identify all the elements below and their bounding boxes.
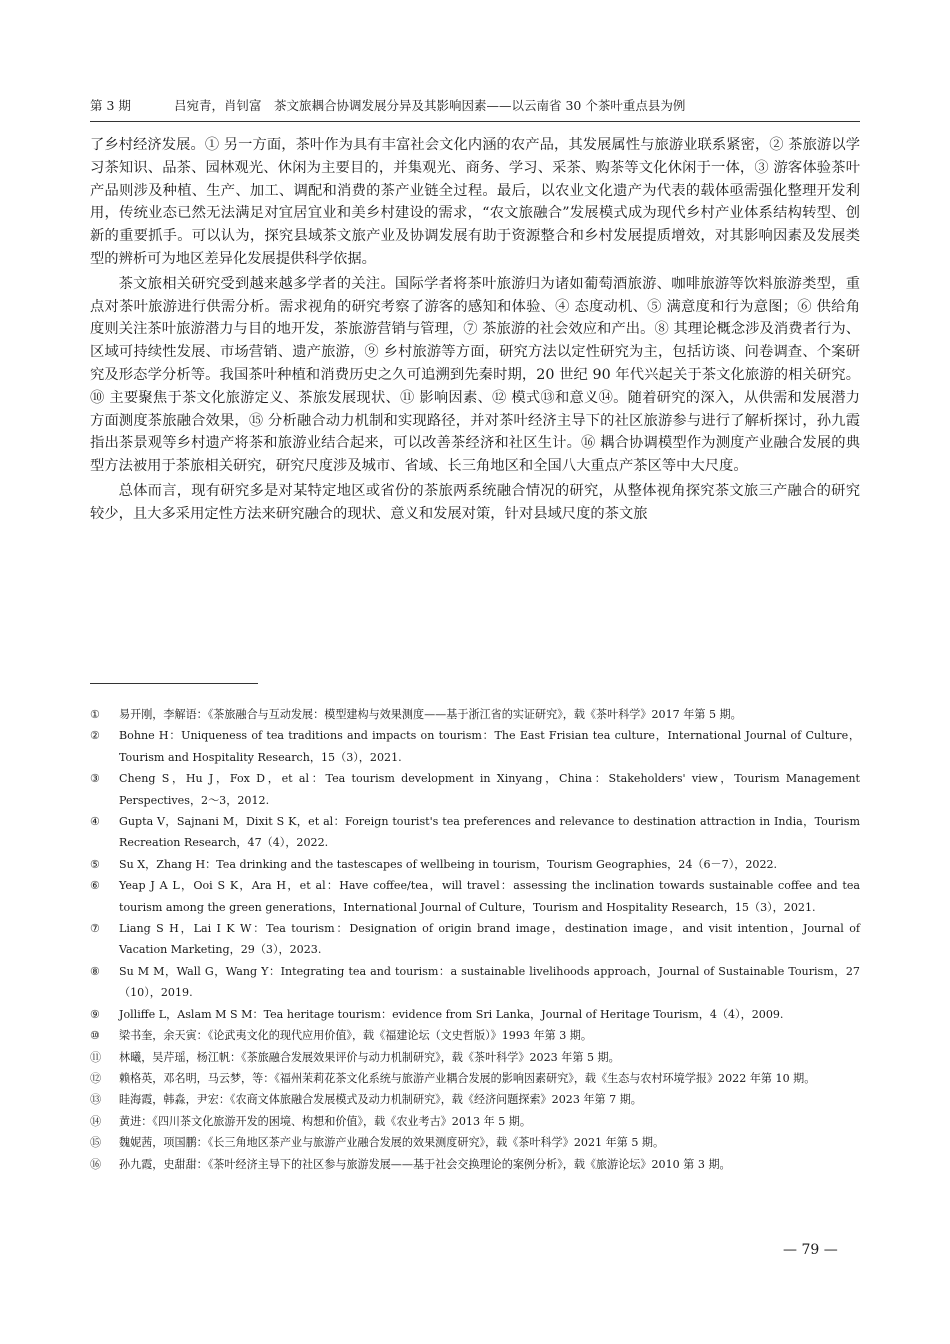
footnotes bbox=[90, 704, 860, 1175]
footnote-mark: ⑨ bbox=[90, 1007, 100, 1021]
running-header bbox=[90, 96, 860, 114]
footnote-15 bbox=[90, 1132, 860, 1153]
page-number: — 79 — bbox=[783, 1242, 838, 1258]
paragraph-continued: 了乡村经济发展。① 另一方面，茶叶作为具有丰富社会文化内涵的农产品，其发展属性与旅游业联系紧密，② 茶旅游以学习茶知识、品茶、园林观光、休闲为主要目的，并集观光、商务、学习、采茶、购茶等文化休闲于一体，③ 游客体验茶叶产品则涉及种植、生产、加工、调配和消费的茶产业链全过程。最后，以农业文化遗产为代表的载体亟需强化整理开发利用，传统业态已然无法满足对宜居宜业和美乡村建设的需求，“农文旅融合”发展模式成为现代乡村产业体系结构转型、创新的重要抓手。可以认为，探究县域茶文旅产业及协调发展有助于资源整合和乡村发展提质增效，对其影响因素及发展类型的辨析可为地区差异化发展提供科学依据。 bbox=[90, 137, 860, 267]
footnote-12 bbox=[90, 1068, 860, 1089]
footnote-text: Jolliffe L，Aslam M S M：Tea heritage tourism：evidence from Sri Lanka，Journal of Heritage Tourism，4（4），2009. bbox=[119, 1007, 784, 1021]
footnote-text: 林曦，吴芹瑶，杨江帆：《茶旅融合发展效果评价与动力机制研究》，载《茶叶科学》2023 年第 5 期。 bbox=[119, 1050, 620, 1064]
footnote-1 bbox=[90, 704, 860, 725]
footnote-8 bbox=[90, 961, 860, 1004]
footnote-text: 眭海霞，韩淼，尹宏：《农商文体旅融合发展模式及动力机制研究》，载《经济问题探索》2023 年第 7 期。 bbox=[119, 1093, 642, 1107]
footnote-10 bbox=[90, 1025, 860, 1046]
footnote-text: Gupta V，Sajnani M，Dixit S K，et al：Foreign tourist's tea preferences and relevance to destination attraction in India，Tourism Recreation Research，47（4），2022. bbox=[119, 815, 860, 850]
footnote-14 bbox=[90, 1111, 860, 1132]
footnote-mark: ⑭ bbox=[90, 1114, 102, 1128]
running-title: 吕宛青，肖钊富 茶文旅耦合协调发展分异及其影响因素——以云南省 30 个茶叶重点县为例 bbox=[174, 98, 686, 113]
footnote-4 bbox=[90, 811, 860, 854]
footnote-mark: ② bbox=[90, 729, 100, 743]
footnote-text: 魏妮茜，项国鹏：《长三角地区茶产业与旅游产业融合发展的效果测度研究》，载《茶叶科学》2021 年第 5 期。 bbox=[119, 1136, 665, 1150]
footnote-16 bbox=[90, 1154, 860, 1175]
footnote-text: 梁书奎，余天寅：《论武夷文化的现代应用价值》，载《福建论坛（文史哲版）》1993 年第 3 期。 bbox=[119, 1029, 592, 1043]
footnote-mark: ⑮ bbox=[90, 1136, 102, 1150]
footnote-5 bbox=[90, 854, 860, 875]
footnote-text: 赖格英，邓名明，马云梦，等：《福州茉莉花茶文化系统与旅游产业耦合发展的影响因素研究》，载《生态与农村环境学报》2022 年第 10 期。 bbox=[119, 1071, 816, 1085]
footnote-mark: ③ bbox=[90, 772, 100, 786]
footnote-9 bbox=[90, 1004, 860, 1025]
footnote-text: 孙九霞，史甜甜：《茶叶经济主导下的社区参与旅游发展——基于社会交换理论的案例分析》，载《旅游论坛》2010 第 3 期。 bbox=[119, 1157, 731, 1171]
footnote-3 bbox=[90, 768, 860, 811]
footnote-mark: ⑬ bbox=[90, 1093, 102, 1107]
issue-number: 第 3 期 bbox=[90, 98, 131, 113]
footnote-text: Su X，Zhang H：Tea drinking and the tastescapes of wellbeing in tourism，Tourism Geographies，24（6－7），2022. bbox=[119, 857, 778, 871]
footnote-mark: ⑧ bbox=[90, 964, 100, 978]
paragraph-summary: 总体而言，现有研究多是对某特定地区或省份的茶旅两系统融合情况的研究，从整体视角探究茶文旅三产融合的研究较少，且大多采用定性方法来研究融合的现状、意义和发展对策，针对县域尺度的茶文旅 bbox=[90, 482, 860, 522]
footnote-2 bbox=[90, 725, 860, 768]
footnote-mark: ⑦ bbox=[90, 922, 100, 936]
footnote-13 bbox=[90, 1089, 860, 1110]
footnote-text: Liang S H，Lai I K W：Tea tourism：Designation of origin brand image，destination image，and visit intention，Journal of Vacation Marketing，29（3），2023. bbox=[119, 922, 860, 957]
footnote-text: 易开刚，李解语：《茶旅融合与互动发展：模型建构与效果测度——基于浙江省的实证研究》，载《茶叶科学》2017 年第 5 期。 bbox=[119, 708, 742, 721]
footnote-mark: ④ bbox=[90, 815, 100, 829]
footnote-rule bbox=[90, 683, 258, 684]
footnote-mark: ⑤ bbox=[90, 857, 100, 871]
paragraph-literature-review: 茶文旅相关研究受到越来越多学者的关注。国际学者将茶叶旅游归为诸如葡萄酒旅游、咖啡旅游等饮料旅游类型，重点对茶叶旅游进行供需分析。需求视角的研究考察了游客的感知和体验、④ 态度动机、⑤ 满意度和行为意图；⑥ 供给角度则关注茶叶旅游潜力与目的地开发，茶旅游营销与管理，⑦ 茶旅游的社会效应和产出。⑧ 其理论概念涉及消费者行为、区域可持续性发展、市场营销、遗产旅游，⑨ 乡村旅游等方面，研究方法以定性研究为主，包括访谈、问卷调查、个案研究及形态学分析等。我国茶叶种植和消费历史之久可追溯到先秦时期，20 世纪 90 年代兴起关于茶文化旅游的相关研究。⑩ 主要聚焦于茶文化旅游定义、茶旅发展现状、⑪ 影响因素、⑫ 模式⑬和意义⑭。随着研究的深入，从供需和发展潜力方面测度茶旅融合效果，⑮ 分析融合动力机制和实现路径，并对茶叶经济主导下的社区旅游参与进行了解析探讨，孙九霞指出茶景观等乡村遗产将茶和旅游业结合起来，可以改善茶经济和社区生计。⑯ 耦合协调模型作为测度产业融合发展的典型方法被用于茶旅相关研究，研究尺度涉及城市、省域、长三角地区和全国八大重点产茶区等中大尺度。 bbox=[90, 275, 860, 475]
footnote-text: Cheng S，Hu J，Fox D，et al：Tea tourism development in Xinyang，China：Stakeholders' view，Tourism Management Perspectives，2～3，2012. bbox=[119, 772, 860, 807]
footnote-mark: ① bbox=[90, 708, 100, 721]
footnote-6 bbox=[90, 875, 860, 918]
footnote-mark: ⑩ bbox=[90, 1029, 100, 1043]
footnote-text: 黄进：《四川茶文化旅游开发的困境、构想和价值》，载《农业考古》2013 年 5 期。 bbox=[119, 1114, 531, 1128]
footnote-text: Su M M，Wall G，Wang Y：Integrating tea and tourism：a sustainable livelihoods approach，Journal of Sustainable Tourism，27（10），2019. bbox=[119, 964, 860, 1000]
footnote-mark: ⑯ bbox=[90, 1157, 102, 1171]
footnote-text: Bohne H：Uniqueness of tea traditions and impacts on tourism：The East Frisian tea culture，International Journal of Culture，Tourism and Hospitality Research，15（3），2021. bbox=[119, 729, 860, 764]
body-text bbox=[90, 134, 860, 526]
footnote-mark: ⑪ bbox=[90, 1050, 102, 1064]
footnote-7 bbox=[90, 918, 860, 961]
footnote-11 bbox=[90, 1047, 860, 1068]
header-rule bbox=[90, 121, 860, 122]
footnote-text: Yeap J A L，Ooi S K，Ara H，et al：Have coffee/tea，will travel：assessing the inclination towards sustainable coffee and tea tourism among the green generations，International Journal of Culture，Tourism and Hospitality Research，15（3），2021. bbox=[119, 879, 860, 914]
footnote-mark: ⑫ bbox=[90, 1071, 102, 1085]
footnote-mark: ⑥ bbox=[90, 879, 100, 893]
